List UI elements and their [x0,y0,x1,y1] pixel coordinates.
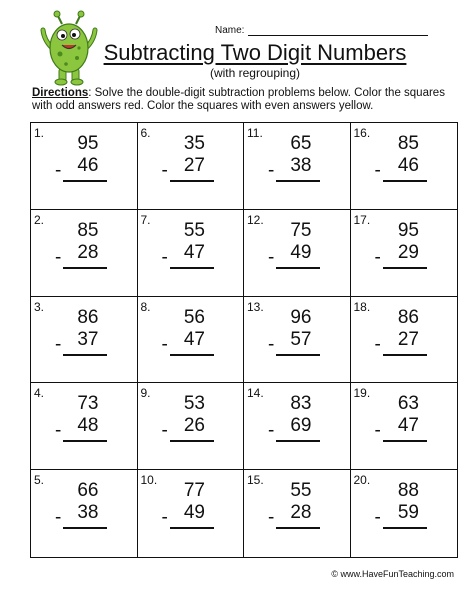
minus-sign: - [374,333,381,355]
problem-number: 13. [247,299,264,314]
answer-line [383,440,427,442]
minus-sign: - [161,420,168,442]
problem-cell[interactable] [244,297,351,384]
minuend: 56 [183,306,205,328]
answer-line [170,527,214,529]
minuend: 83 [290,393,312,415]
minuend: 95 [77,133,99,154]
problem-cell[interactable] [351,210,458,297]
minuend: 65 [290,133,312,154]
problem-number: 3. [34,299,45,314]
subtrahend: 59 [397,502,419,524]
problem-number: 6. [140,126,151,140]
minus-sign: - [374,160,381,181]
minus-sign: - [374,420,381,442]
problem-number: 1. [34,126,45,140]
subtrahend: 49 [183,502,205,524]
minus-sign: - [161,507,168,529]
minus-sign: - [268,160,275,181]
minus-sign: - [374,246,381,268]
problem-cell[interactable] [31,470,138,557]
minuend: 77 [183,480,205,502]
subtrahend: 47 [397,415,419,437]
problem-number: 20. [353,473,371,488]
problem-number: 2. [34,212,45,227]
minuend: 95 [397,219,419,241]
minuend: 75 [290,219,312,241]
subtrahend: 49 [290,241,312,263]
answer-line [383,354,427,356]
problem-number: 9. [140,386,151,401]
problem-number: 7. [140,212,151,227]
problem-number: 15. [247,473,264,488]
answer-line [276,527,320,529]
minus-sign: - [161,333,168,355]
problem-cell[interactable] [31,123,138,210]
minus-sign: - [161,160,168,181]
minuend: 88 [397,480,419,502]
minus-sign: - [55,420,62,442]
problem-cell[interactable] [31,297,138,384]
minus-sign: - [161,246,168,268]
minuend: 35 [183,133,205,154]
answer-line [170,180,214,182]
minus-sign: - [268,507,275,529]
minuend: 85 [397,133,419,154]
subtrahend: 38 [77,502,99,524]
problem-cell[interactable] [244,123,351,210]
problem-number: 18. [353,299,371,314]
directions-label: Directions [32,87,89,99]
problem-cell[interactable] [138,383,245,470]
problem-number: 11. [247,126,263,140]
problem-cell[interactable] [244,383,351,470]
directions-text: : Solve the double-digit subtraction problems below. Color the squares with odd answers red. Color the squares with even answers yellow. [32,87,445,112]
answer-line [276,354,320,356]
problem-number: 17. [353,212,371,227]
subtrahend: 47 [183,241,205,263]
subtrahend: 27 [397,328,419,350]
subtrahend: 28 [77,241,99,263]
minus-sign: - [55,507,62,529]
answer-line [63,440,107,442]
subtrahend: 69 [290,415,312,437]
problem-cell[interactable] [138,297,245,384]
minuend: 86 [77,306,99,328]
answer-line [63,527,107,529]
minus-sign: - [268,333,275,355]
answer-line [383,267,427,269]
directions [32,87,452,113]
problem-number: 5. [34,473,45,488]
page-title: Subtracting Two Digit Numbers [103,40,407,65]
problem-number: 8. [140,299,151,314]
footer-copyright: © www.HaveFunTeaching.com [331,569,454,579]
minuend: 96 [290,306,312,328]
problem-cell[interactable] [351,123,458,210]
problem-cell[interactable] [31,383,138,470]
minus-sign: - [55,246,62,268]
subtrahend: 46 [77,155,99,176]
page-subtitle: (with regrouping) [209,66,301,80]
minus-sign: - [374,507,381,529]
answer-line [170,267,214,269]
problem-cell[interactable] [244,470,351,557]
name-line[interactable] [248,25,428,36]
subtrahend: 27 [183,155,205,176]
answer-line [276,440,320,442]
problem-cell[interactable] [351,383,458,470]
answer-line [63,267,107,269]
answer-line [276,267,320,269]
minuend: 86 [397,306,419,328]
answer-line [63,180,107,182]
minuend: 73 [77,393,99,415]
subtrahend: 29 [397,241,419,263]
minuend: 66 [77,480,99,502]
problem-cell[interactable] [351,297,458,384]
subtrahend: 47 [183,328,205,350]
answer-line [383,180,427,182]
subtrahend: 28 [290,502,312,524]
problem-cell[interactable] [138,123,245,210]
minuend: 85 [77,219,99,241]
answer-line [276,180,320,182]
minus-sign: - [55,333,62,355]
minus-sign: - [268,246,275,268]
answer-line [170,354,214,356]
problem-number: 16. [353,126,371,140]
subtrahend: 26 [183,415,205,437]
minuend: 55 [290,480,312,502]
minuend: 55 [183,219,205,241]
minus-sign: - [55,160,62,181]
problem-number: 14. [247,386,264,401]
subtrahend: 57 [290,328,312,350]
subtrahend: 46 [397,155,419,176]
problem-grid [30,122,458,558]
problem-cell[interactable] [138,470,245,557]
minus-sign: - [268,420,275,442]
answer-line [170,440,214,442]
answer-line [63,354,107,356]
problem-cell[interactable] [31,210,138,297]
name-field[interactable] [215,25,428,36]
subtrahend: 48 [77,415,99,437]
subtrahend: 38 [290,155,312,176]
problem-cell[interactable] [138,210,245,297]
problem-number: 12. [247,212,264,227]
problem-number: 10. [140,473,158,488]
answer-line [383,527,427,529]
minuend: 63 [397,393,419,415]
minuend: 53 [183,393,205,415]
problem-cell[interactable] [244,210,351,297]
problem-cell[interactable] [351,470,458,557]
name-label: Name: [215,25,245,36]
problem-number: 4. [34,386,45,401]
subtrahend: 37 [77,328,99,350]
problem-number: 19. [353,386,371,401]
